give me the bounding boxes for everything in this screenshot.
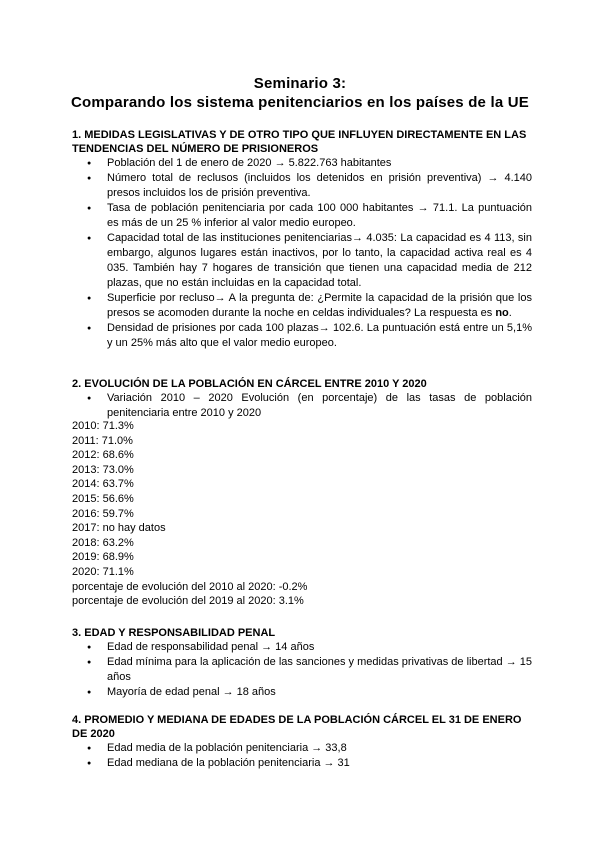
page-title: Seminario 3: [253, 75, 347, 92]
evolution-line: porcentaje de evolución del 2010 al 2020: -0.2% [72, 580, 308, 593]
list-item: ● Edad mínima para la aplicación de las sanciones y medidas privativas de libertad → 15 años [72, 655, 532, 685]
evolution-line: porcentaje de evolución del 2019 al 2020: 3.1% [72, 595, 304, 608]
page-subtitle: Comparando los sistema penitenciarios en los países de la UE [71, 94, 529, 111]
list-item: ● Edad mediana de la población penitenciaria → 31 [72, 756, 532, 771]
section1-heading: 1. MEDIDAS LEGISLATIVAS Y DE OTRO TIPO QUE INFLUYEN DIRECTAMENTE EN LAS TENDENCIAS DEL NÚMERO DE PRISIONEROS [72, 129, 527, 155]
rate-line: 2010: 71.3% [72, 420, 134, 432]
list-item: ● Población del 1 de enero de 2020 → 5.822.763 habitantes [72, 156, 532, 171]
section3-list [72, 640, 532, 700]
section4-heading: 4. PROMEDIO Y MEDIANA DE EDADES DE LA POBLACIÓN CÁRCEL EL 31 DE ENERO DE 2020 [72, 714, 522, 740]
section2-list [72, 391, 532, 421]
rate-line: 2017: no hay datos [72, 522, 166, 535]
rate-line: 2018: 63.2% [72, 536, 134, 549]
rate-line: 2012: 68.6% [72, 449, 134, 462]
list-item: ● Densidad de prisiones por cada 100 plazas→ 102.6. La puntuación está entre un 5,1% y un 25% más alto que el valor medio europeo. [72, 321, 532, 351]
list-item: ● Mayoría de edad penal → 18 años [72, 685, 532, 700]
list-item: ● Edad de responsabilidad penal → 14 años [72, 640, 532, 655]
section3-heading: 3. EDAD Y RESPONSABILIDAD PENAL [72, 627, 276, 639]
list-item: ● Número total de reclusos (incluidos los detenidos en prisión preventiva) → 4.140 presos incluidos los de prisión preventiva. [72, 171, 532, 201]
rate-line: 2013: 73.0% [72, 463, 134, 476]
list-item-text: Superficie por recluso→ A la pregunta de: ¿Permite la capacidad de la prisión que los presos se acomoden durante la noche en celdas individuales? La respuesta es [107, 292, 532, 319]
answer-bold: no [495, 307, 509, 319]
rate-line: 2011: 71.0% [72, 434, 133, 447]
rate-line: 2015: 56.6% [72, 492, 134, 505]
list-item: ● Edad media de la población penitenciaria → 33,8 [72, 741, 532, 756]
rate-line: 2019: 68.9% [72, 551, 134, 564]
section2-heading: 2. EVOLUCIÓN DE LA POBLACIÓN EN CÁRCEL ENTRE 2010 Y 2020 [72, 378, 427, 390]
list-item: ● Capacidad total de las instituciones penitenciarias→ 4.035: La capacidad es 4 113, sin embargo, algunos lugares están inactivos, por lo tanto, la capacidad activa real es 4 035. También hay 7 hogares de transición que tienen una capacidad media de 212 plazas, que no están incluidas en la capacidad total. [72, 231, 532, 291]
list-item: ● Variación 2010 – 2020 Evolución (en porcentaje) de las tasas de población penitenciaria entre 2010 y 2020 [72, 391, 532, 421]
rate-line: 2016: 59.7% [72, 507, 134, 520]
list-item: ● Tasa de población penitenciaria por cada 100 000 habitantes → 71.1. La puntuación es más de un 25 % inferior al valor medio europeo. [72, 201, 532, 231]
rate-line: 2014: 63.7% [72, 478, 134, 491]
section1-list [72, 156, 532, 351]
section4-list [72, 741, 532, 771]
rate-line: 2020: 71.1% [72, 565, 134, 578]
list-item [72, 291, 532, 321]
list-item-end: . [508, 307, 512, 319]
section2-yearly-rates [72, 419, 532, 609]
